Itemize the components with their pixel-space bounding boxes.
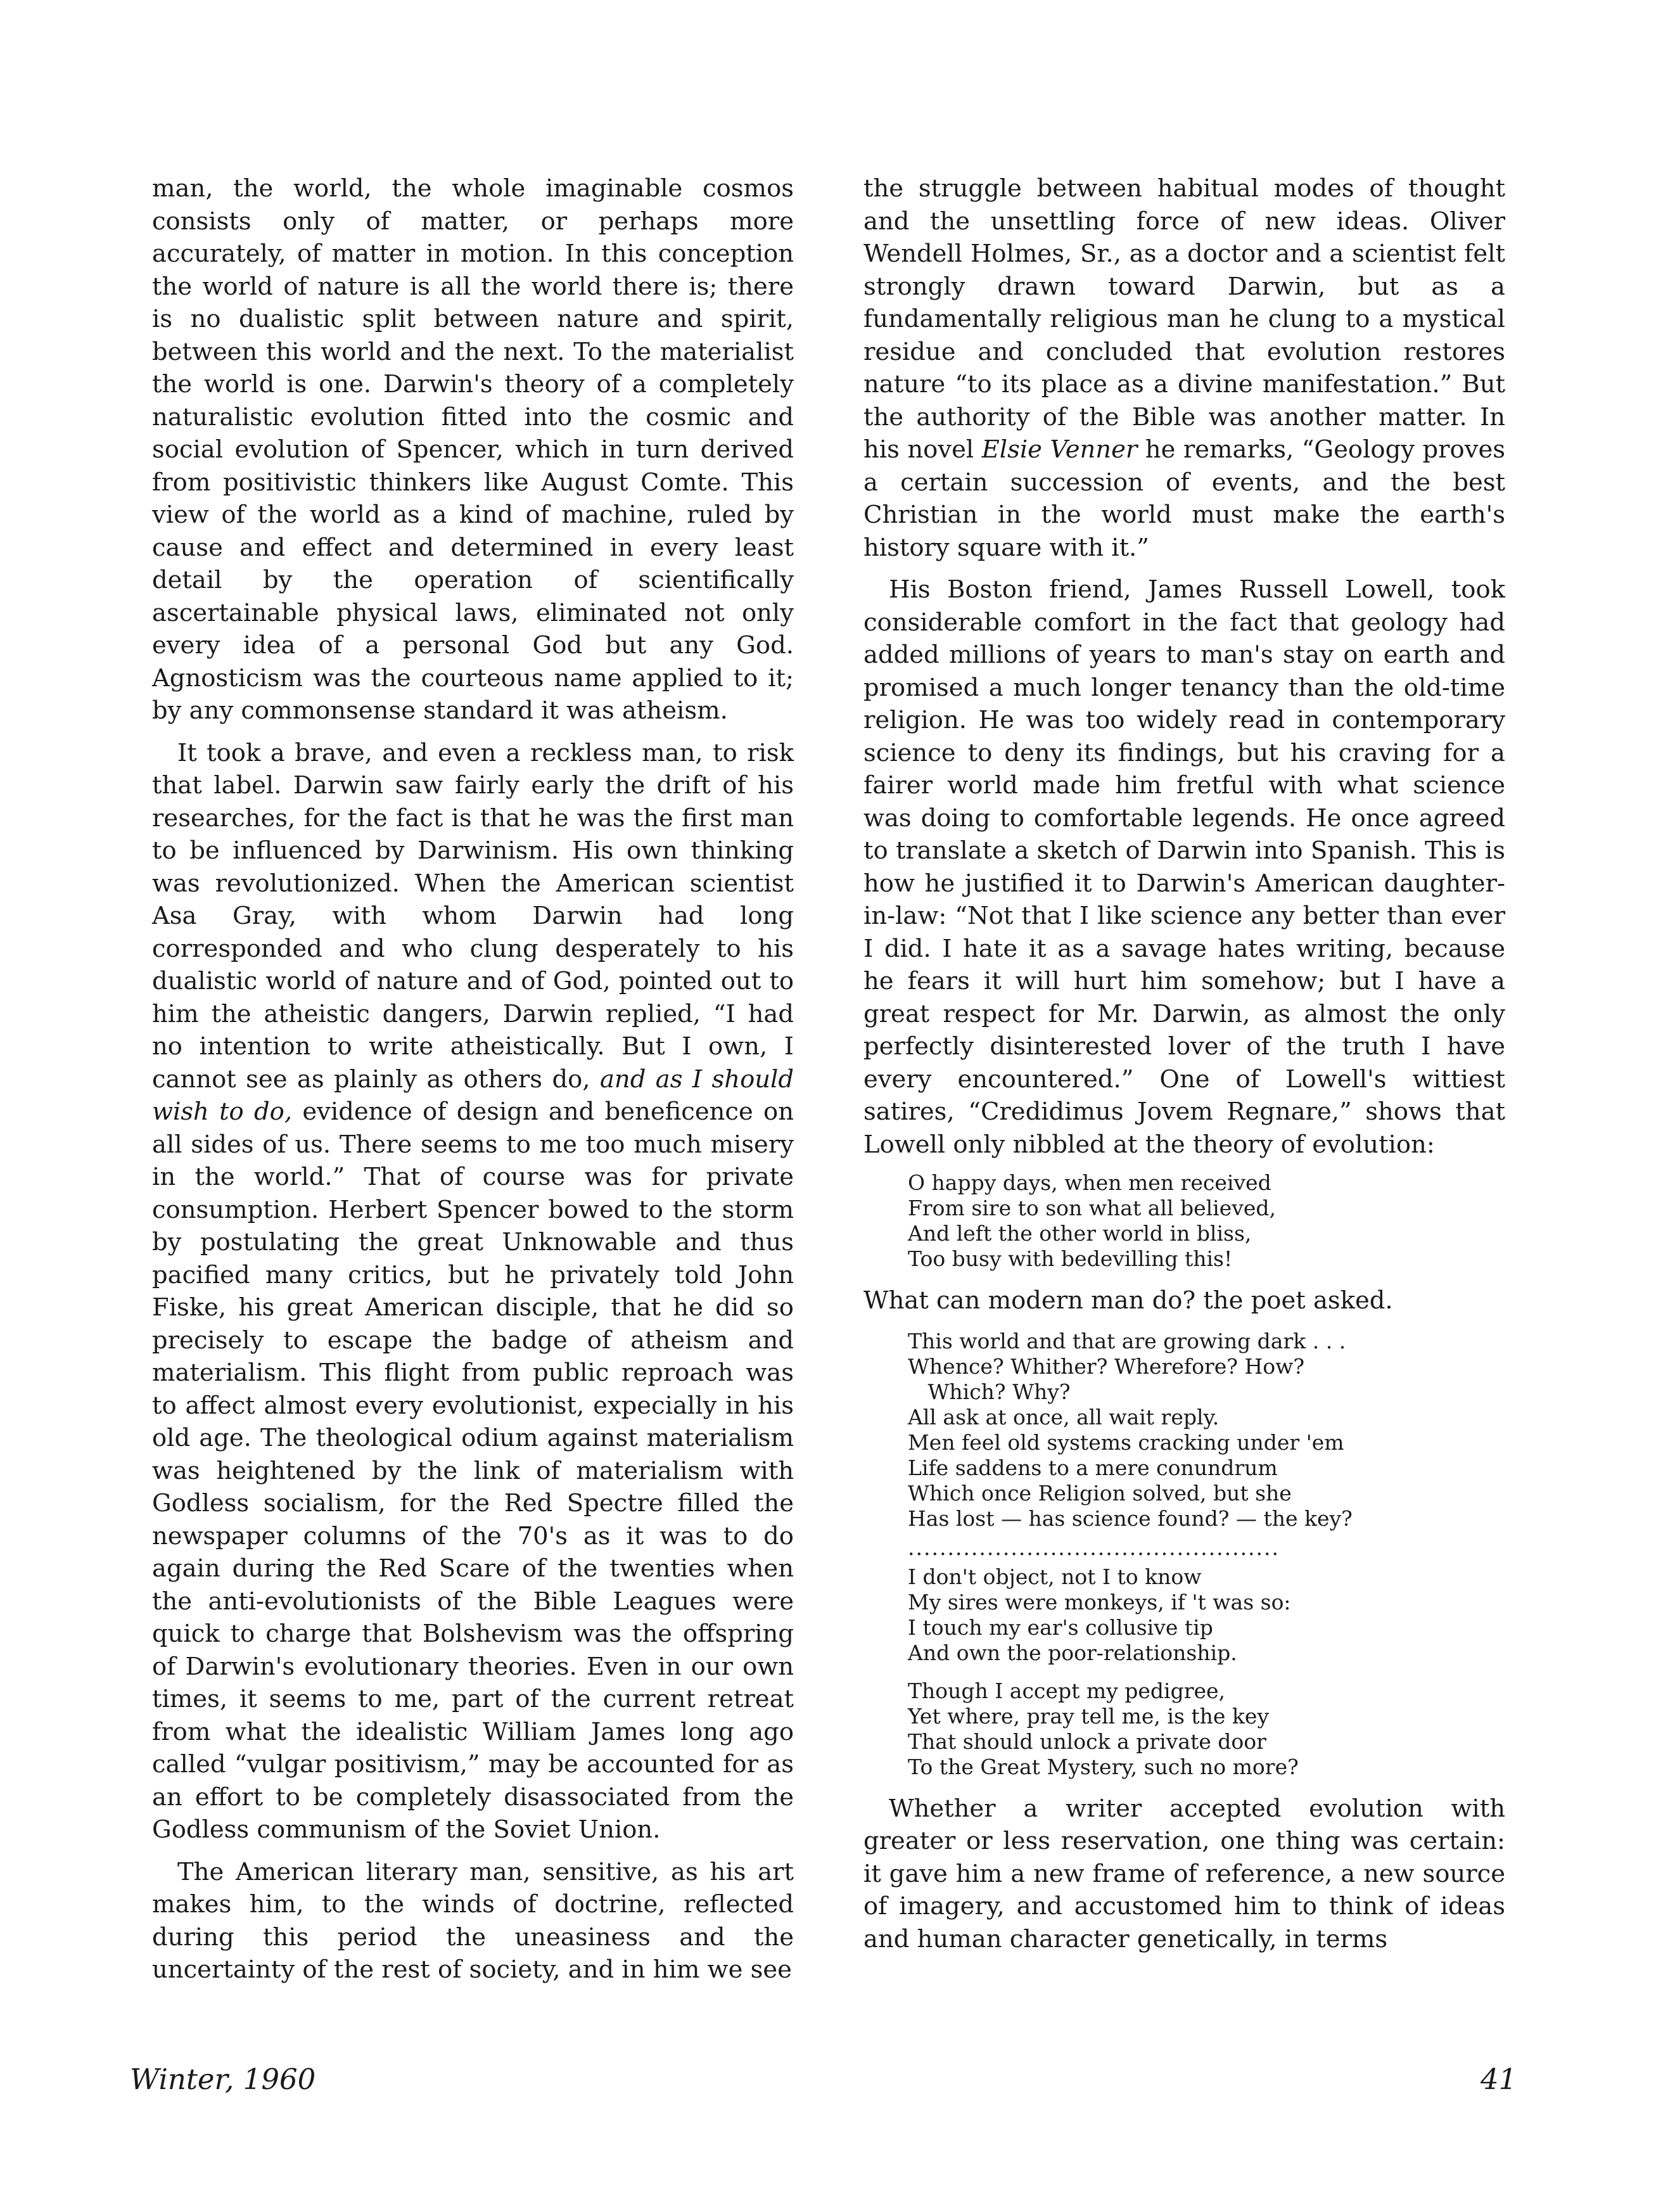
poem-line: Yet where, pray tell me, is the key	[908, 1703, 1270, 1729]
right-paragraph-1-part-a: the struggle between habitual modes of thought and the unsettling force of new ideas. Oliver Wendell Holmes, Sr., as a doctor and a scientist felt strongly drawn toward Darwin, but as a fundamentally religious man he clung to a mystical residue and concluded that evolution restores nature “to its place as a divine manifestation.” But the authority of the Bible was another matter. In his novel	[863, 174, 1505, 464]
poem-line: Too busy with bedevilling this!	[908, 1246, 1233, 1271]
issue-date: Winter, 1960	[130, 2062, 316, 2096]
poem-line: Which once Religion solved, but she	[908, 1480, 1292, 1506]
poem-line: I don't object, not I to know	[908, 1564, 1202, 1589]
poem-line: I touch my ear's collusive tip	[908, 1614, 1213, 1640]
left-paragraph-2-part-a: It took a brave, and even a reckless man, to risk that label. Darwin saw fairly early the drift of his researches, for the fact is that he was the first man to be influenced by Darwinism. His own thinking was revolutionized. When the American scientist Asa Gray, with whom Darwin had long corresponded and who clung desperately to his dualistic world of nature and of God, pointed out to him the atheistic dangers, Darwin replied, “I had no intention to write atheistically. But I own, I cannot see as plainly as others do,	[152, 738, 794, 1094]
interlude-line: What can modern man do? the poet asked.	[863, 1286, 1393, 1315]
poem-line: This world and that are growing dark . . .	[908, 1328, 1346, 1353]
poem-line: And left the other world in bliss,	[908, 1221, 1252, 1246]
poem-2	[908, 1329, 1505, 1780]
poem-line: My sires were monkeys, if 't was so:	[908, 1589, 1291, 1614]
poem-2-stanza-2	[908, 1564, 1505, 1666]
left-column	[152, 172, 794, 1996]
poem-1	[908, 1170, 1505, 1272]
left-paragraph-3: The American literary man, sensitive, as his art makes him, to the winds of doctrine, reflected during this period the uneasiness and the uncertainty of the rest of society, and in him we see	[152, 1857, 794, 1984]
poem-2-stanza-1	[908, 1329, 1505, 1531]
poem-line: Which? Why?	[908, 1379, 1071, 1404]
left-paragraph-2-emphasis: and as I should wish to do,	[152, 1064, 794, 1126]
poem-line: Whence? Whither? Wherefore? How?	[908, 1353, 1305, 1379]
poem-line: Has lost — has science found? — the key?	[908, 1506, 1353, 1531]
poem-line: Though I accept my pedigree,	[908, 1678, 1226, 1703]
ellipsis-divider: ...............................................	[908, 1535, 1280, 1560]
left-paragraph-2-part-b: evidence of design and beneficence on all sides of us. There seems to me too much misery in the world.” That of course was for private consumption. Herbert Spencer bowed to the storm by postulating the great Unknowable and thus pacified many critics, but he privately told John Fiske, his great American disciple, that he did so precisely to escape the badge of atheism and materialism. This flight from public reproach was to affect almost every evolutionist, expecially in his old age. The theological odium against materialism was heightened by the link of materialism with Godless socialism, for the Red Spectre filled the newspaper columns of the 70's as it was to do again during the Red Scare of the twenties when the anti-evolutionists of the Bible Leagues were quick to charge that Bolshevism was the offspring of Darwin's evolutionary theories. Even in our own times, it seems to me, part of the current retreat from what the idealistic William James long ago called “vulgar positivism,” may be accounted for as an effort to be completely disassociated from the Godless communism of the Soviet Union.	[152, 1097, 794, 1844]
left-paragraph-1: man, the world, the whole imaginable cosmos consists only of matter, or perhaps more accurately, of matter in motion. In this conception the world of nature is all the world there is; there is no dualistic split between nature and spirit, between this world and the next. To the materialist the world is one. Darwin's theory of a completely naturalistic evolution fitted into the cosmic and social evolution of Spencer, which in turn derived from positivistic thinkers like August Comte. This view of the world as a kind of machine, ruled by cause and effect and determined in every least detail by the operation of scientifically ascertainable physical laws, eliminated not only every idea of a personal God but any God. Agnosticism was the courteous name applied to it; by any commonsense standard it was atheism.	[152, 174, 794, 725]
right-column	[863, 172, 1505, 1965]
poem-line: Men feel old systems cracking under 'em	[908, 1429, 1344, 1455]
right-paragraph-2: His Boston friend, James Russell Lowell, took considerable comfort in the fact that geology had added millions of years to man's stay on earth and promised a much longer tenancy than the old-time religion. He was too widely read in contemporary science to deny its findings, but his craving for a fairer world made him fretful with what science was doing to comfortable legends. He once agreed to translate a sketch of Darwin into Spanish. This is how he justified it to Darwin's American daughter-in-law: “Not that I like science any better than ever I did. I hate it as a savage hates writing, because he fears it will hurt him somehow; but I have a great respect for Mr. Darwin, as almost the only perfectly disinterested lover of the truth I have every encountered.” One of Lowell's wittiest satires, “Credidimus Jovem Regnare,” shows that Lowell only nibbled at the theory of evolution:	[863, 575, 1505, 1159]
right-paragraph-1	[863, 172, 1505, 564]
left-paragraph-2	[152, 737, 794, 1846]
poem-line: All ask at once, all wait reply.	[908, 1404, 1220, 1429]
right-paragraph-1-part-b: he remarks, “Geology proves a certain succession of events, and the best Christian in the world must make the earth's history square with it.”	[863, 435, 1506, 562]
page-number: 41	[1481, 2062, 1517, 2096]
poem-line: O happy days, when men received	[908, 1170, 1271, 1195]
poem-line: From sire to son what all believed,	[908, 1196, 1277, 1220]
poem-line: To the Great Mystery, such no more?	[908, 1754, 1299, 1779]
poem-line: And own the poor-relationship.	[908, 1640, 1237, 1665]
right-paragraph-3: Whether a writer accepted evolution with greater or less reservation, one thing was certain: it gave him a new frame of reference, a new source of imagery, and accustomed him to think of ideas and human character genetically, in terms	[863, 1794, 1505, 1953]
poem-2-stanza-3	[908, 1678, 1505, 1780]
poem-line: Life saddens to a mere conundrum	[908, 1455, 1278, 1480]
novel-title: Elsie Venner	[981, 435, 1138, 464]
poem-line: That should unlock a private door	[908, 1729, 1266, 1754]
